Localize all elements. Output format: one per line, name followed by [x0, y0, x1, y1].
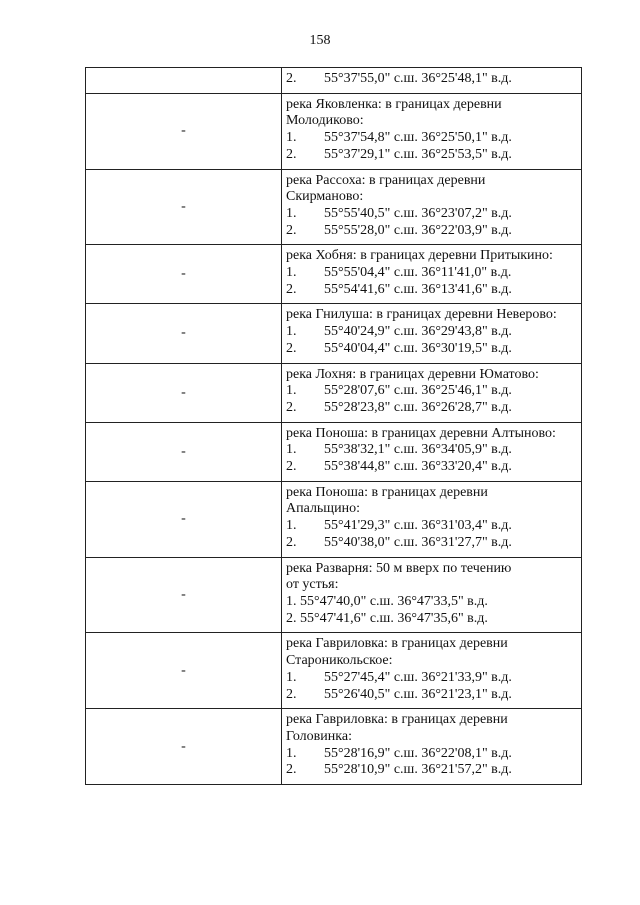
table-row: [86, 481, 582, 557]
river-title-line: река Поноша: в границах деревни: [286, 484, 488, 500]
coordinate-line: [286, 746, 577, 763]
coordinate-value: 55°28'23,8" с.ш. 36°26'28,7" в.д.: [324, 399, 512, 415]
coordinate-number: 1.: [286, 324, 297, 340]
coordinate-value: 55°41'29,3" с.ш. 36°31'03,4" в.д.: [324, 518, 512, 534]
coordinate-line: [286, 341, 577, 358]
river-title-line: от устья:: [286, 577, 339, 593]
coordinate-value: 55°26'40,5" с.ш. 36°21'23,1" в.д.: [324, 686, 512, 702]
coordinate-line: [286, 147, 577, 164]
table-row: [86, 169, 582, 245]
coordinate-line: [286, 518, 577, 535]
row-description-cell: [282, 169, 582, 245]
table-row: [86, 633, 582, 709]
row-description-cell: [282, 93, 582, 169]
row-mark-cell: [86, 422, 282, 481]
row-description-cell: [282, 633, 582, 709]
coordinate-line: [286, 762, 577, 779]
coordinate-value: 55°28'10,9" с.ш. 36°21'57,2" в.д.: [324, 762, 512, 778]
table-row: [86, 93, 582, 169]
coordinate-number: 2.: [286, 340, 297, 356]
coordinate-line: [286, 535, 577, 552]
coordinate-value: 55°37'55,0" с.ш. 36°25'48,1" в.д.: [324, 71, 512, 86]
row-mark: -: [181, 662, 186, 678]
coordinate-number: 2.: [286, 146, 297, 162]
table-row: [86, 557, 582, 633]
coordinate-line: [286, 130, 577, 147]
river-title-line: река Лохня: в границах деревни Юматово:: [286, 366, 539, 382]
coordinate-number: 1.: [286, 442, 297, 458]
coordinate-line: [286, 282, 577, 299]
row-mark-cell: [86, 68, 282, 94]
coordinate-line: [286, 206, 577, 223]
coordinate-line: [286, 459, 577, 476]
coordinate-number: 1.: [286, 669, 297, 685]
coordinate-value: 55°38'32,1" с.ш. 36°34'05,9" в.д.: [324, 442, 512, 458]
river-title-line: река Поноша: в границах деревни Алтыново:: [286, 425, 556, 441]
coordinate-value: 55°38'44,8" с.ш. 36°33'20,4" в.д.: [324, 459, 512, 475]
river-title-line: река Гавриловка: в границах деревни: [286, 712, 508, 728]
row-mark: -: [181, 586, 186, 602]
table-row: [86, 363, 582, 422]
table-row: [86, 709, 582, 785]
coordinate-number: 2.: [286, 762, 297, 778]
river-title-line: Апальщино:: [286, 501, 360, 517]
coordinate-number: 2.: [286, 459, 297, 475]
coordinate-line: [286, 71, 577, 88]
row-mark-cell: [86, 633, 282, 709]
row-mark: -: [181, 266, 186, 282]
row-description-cell: [282, 422, 582, 481]
row-description-cell: [282, 363, 582, 422]
row-mark-cell: [86, 363, 282, 422]
row-mark: -: [181, 738, 186, 754]
coordinate-value: 55°55'40,5" с.ш. 36°23'07,2" в.д.: [324, 205, 512, 221]
row-mark: -: [181, 384, 186, 400]
row-mark-cell: [86, 93, 282, 169]
river-title-line: Головинка:: [286, 728, 352, 744]
coordinate-line: [286, 223, 577, 240]
coordinate-number: 1.: [286, 518, 297, 534]
coordinate-value: 55°55'28,0" с.ш. 36°22'03,9" в.д.: [324, 222, 512, 238]
row-description-cell: [282, 245, 582, 304]
river-title-line: Молодиково:: [286, 113, 364, 129]
row-mark: -: [181, 198, 186, 214]
coordinate-number: 1.: [286, 265, 297, 281]
river-title-line: 2. 55°47'41,6" с.ш. 36°47'35,6" в.д.: [286, 610, 488, 626]
row-description-cell: [282, 481, 582, 557]
coordinate-value: 55°54'41,6" с.ш. 36°13'41,6" в.д.: [324, 281, 512, 297]
coordinate-line: [286, 265, 577, 282]
coordinate-number: 1.: [286, 205, 297, 221]
coordinate-line: [286, 670, 577, 687]
river-title-line: река Хобня: в границах деревни Притыкино:: [286, 248, 553, 264]
river-title-line: река Разварня: 50 м вверх по течению: [286, 560, 512, 576]
coordinate-value: 55°27'45,4" с.ш. 36°21'33,9" в.д.: [324, 669, 512, 685]
coordinate-number: 1.: [286, 383, 297, 399]
row-mark: -: [181, 511, 186, 527]
coordinate-value: 55°40'38,0" с.ш. 36°31'27,7" в.д.: [324, 534, 512, 550]
row-mark-cell: [86, 245, 282, 304]
coordinate-value: 55°28'16,9" с.ш. 36°22'08,1" в.д.: [324, 745, 512, 761]
coordinate-line: [286, 687, 577, 704]
coordinate-line: [286, 383, 577, 400]
table-row: [86, 68, 582, 94]
table-row: [86, 245, 582, 304]
row-mark-cell: [86, 557, 282, 633]
river-title-line: река Яковленка: в границах деревни: [286, 96, 502, 112]
row-mark: -: [181, 443, 186, 459]
river-title-line: Староникольское:: [286, 653, 393, 669]
table-row: [86, 422, 582, 481]
coordinate-line: [286, 324, 577, 341]
coordinate-value: 55°28'07,6" с.ш. 36°25'46,1" в.д.: [324, 383, 512, 399]
page-number: 158: [309, 33, 331, 48]
river-title-line: река Рассоха: в границах деревни: [286, 172, 486, 188]
row-mark-cell: [86, 169, 282, 245]
row-mark: -: [181, 325, 186, 341]
coordinate-value: 55°37'54,8" с.ш. 36°25'50,1" в.д.: [324, 130, 512, 146]
coordinate-value: 55°55'04,4" с.ш. 36°11'41,0" в.д.: [324, 265, 512, 281]
river-title-line: река Гнилуша: в границах деревни Неверово:: [286, 307, 557, 323]
row-description-cell: [282, 68, 582, 94]
coordinate-number: 2.: [286, 281, 297, 297]
coordinate-line: [286, 442, 577, 459]
coordinate-number: 1.: [286, 745, 297, 761]
coordinate-number: 2.: [286, 534, 297, 550]
river-title-line: Скирманово:: [286, 189, 364, 205]
coordinate-number: 2.: [286, 71, 297, 86]
coordinate-number: 1.: [286, 130, 297, 146]
table-row: [86, 304, 582, 363]
row-description-cell: [282, 709, 582, 785]
coordinates-table: [85, 67, 582, 785]
row-mark-cell: [86, 481, 282, 557]
coordinate-number: 2.: [286, 399, 297, 415]
row-mark-cell: [86, 304, 282, 363]
coordinate-value: 55°37'29,1" с.ш. 36°25'53,5" в.д.: [324, 146, 512, 162]
coordinate-value: 55°40'04,4" с.ш. 36°30'19,5" в.д.: [324, 340, 512, 356]
coordinate-line: [286, 400, 577, 417]
coordinate-value: 55°40'24,9" с.ш. 36°29'43,8" в.д.: [324, 324, 512, 340]
row-mark: -: [181, 123, 186, 139]
coordinate-number: 2.: [286, 686, 297, 702]
row-description-cell: [282, 304, 582, 363]
river-title-line: 1. 55°47'40,0" с.ш. 36°47'33,5" в.д.: [286, 593, 488, 609]
row-mark-cell: [86, 709, 282, 785]
row-description-cell: [282, 557, 582, 633]
coordinate-number: 2.: [286, 222, 297, 238]
river-title-line: река Гавриловка: в границах деревни: [286, 636, 508, 652]
